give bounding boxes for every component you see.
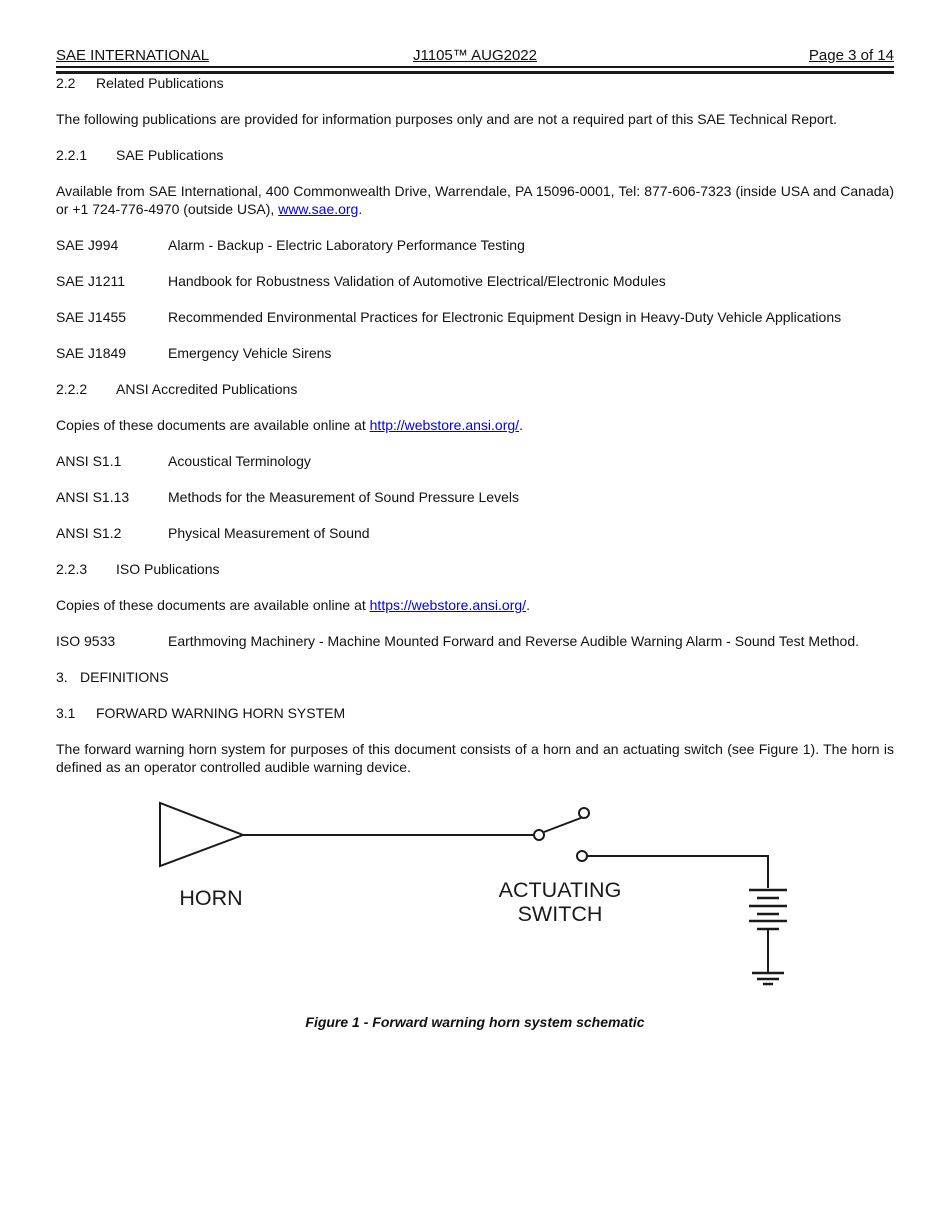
section-number: 2.2.3 bbox=[56, 561, 88, 577]
reference-entry-sae-j1211 bbox=[56, 272, 894, 290]
page-header bbox=[56, 46, 894, 74]
iso-webstore-link[interactable]: https://webstore.ansi.org/ bbox=[369, 597, 527, 613]
reference-entry-ansi-s1-2 bbox=[56, 524, 894, 542]
header-document-number: J1105™ AUG2022 bbox=[413, 47, 537, 64]
paragraph-iso-copies bbox=[56, 596, 894, 614]
section-title: SAE Publications bbox=[116, 147, 224, 163]
actuating-switch-label-line2: SWITCH bbox=[517, 902, 603, 926]
text-segment: . bbox=[519, 417, 523, 433]
switch-lower-contact bbox=[577, 851, 587, 861]
reference-entry-iso-9533 bbox=[56, 632, 894, 650]
reference-description: Alarm - Backup - Electric Laboratory Performance Testing bbox=[168, 237, 525, 253]
sae-org-link[interactable]: www.sae.org bbox=[278, 201, 359, 217]
paragraph-sae-address bbox=[56, 182, 894, 218]
reference-label: SAE J1455 bbox=[56, 309, 127, 325]
reference-label: ANSI S1.2 bbox=[56, 525, 122, 541]
reference-entry-ansi-s1-1 bbox=[56, 452, 894, 470]
reference-label: ISO 9533 bbox=[56, 633, 116, 649]
reference-label: ANSI S1.1 bbox=[56, 453, 122, 469]
horn-system-schematic bbox=[56, 794, 894, 989]
reference-description: Handbook for Robustness Validation of Automotive Electrical/Electronic Modules bbox=[168, 273, 666, 289]
section-title: Related Publications bbox=[96, 75, 224, 91]
reference-description: Physical Measurement of Sound bbox=[168, 525, 370, 541]
section-number: 2.2.2 bbox=[56, 381, 88, 397]
header-page-number: Page 3 of 14 bbox=[808, 47, 894, 64]
section-number: 3.1 bbox=[56, 705, 76, 721]
header-row bbox=[56, 46, 894, 68]
switch-lever bbox=[544, 816, 586, 832]
section-heading-forward-warning-horn-system bbox=[56, 704, 894, 722]
reference-entry-sae-j994 bbox=[56, 236, 894, 254]
ansi-webstore-link[interactable]: http://webstore.ansi.org/ bbox=[369, 417, 520, 433]
horn-label: HORN bbox=[179, 886, 243, 910]
text-segment: Available from SAE International, 400 Commonwealth Drive, Warrendale, PA 15096-0001, Tel: 877-606-7323 (inside USA and Canada) or +1 724-776-4970 (outside USA), bbox=[56, 183, 894, 217]
reference-entry-sae-j1849 bbox=[56, 344, 894, 362]
reference-description: Acoustical Terminology bbox=[168, 453, 311, 469]
section-title: ISO Publications bbox=[116, 561, 220, 577]
section-number: 2.2 bbox=[56, 75, 76, 91]
switch-common-contact bbox=[534, 830, 544, 840]
section-heading-related-publications bbox=[56, 74, 894, 92]
ground-symbol bbox=[752, 973, 784, 984]
figure-caption: Figure 1 - Forward warning horn system schematic bbox=[305, 1014, 645, 1030]
horn-symbol bbox=[160, 803, 243, 866]
reference-label: SAE J994 bbox=[56, 237, 119, 253]
actuating-switch-label-line1: ACTUATING bbox=[498, 878, 622, 902]
reference-description: Methods for the Measurement of Sound Pressure Levels bbox=[168, 489, 519, 505]
text-segment: Copies of these documents are available online at bbox=[56, 597, 370, 613]
section-number: 2.2.1 bbox=[56, 147, 88, 163]
paragraph-intro: The following publications are provided for information purposes only and are not a required part of this SAE Technical Report. bbox=[56, 111, 838, 127]
text-segment: . bbox=[358, 201, 363, 217]
switch-upper-contact bbox=[579, 808, 589, 818]
figure-1-schematic bbox=[56, 794, 894, 989]
header-left-title: SAE INTERNATIONAL bbox=[56, 47, 210, 64]
section-heading-definitions bbox=[56, 668, 894, 686]
section-title: ANSI Accredited Publications bbox=[116, 381, 298, 397]
section-title: FORWARD WARNING HORN SYSTEM bbox=[96, 705, 346, 721]
reference-entry-ansi-s1-13 bbox=[56, 488, 894, 506]
reference-description: Emergency Vehicle Sirens bbox=[168, 345, 332, 361]
section-number: 3. bbox=[56, 669, 68, 685]
reference-description: Recommended Environmental Practices for Electronic Equipment Design in Heavy-Duty Vehicle Applications bbox=[168, 309, 842, 325]
text-segment: . bbox=[526, 597, 530, 613]
reference-entry-sae-j1455 bbox=[56, 308, 894, 326]
reference-label: SAE J1211 bbox=[56, 273, 126, 289]
section-heading-ansi-publications bbox=[56, 380, 894, 398]
section-title: DEFINITIONS bbox=[80, 669, 169, 685]
battery-symbol bbox=[749, 890, 787, 929]
reference-label: ANSI S1.13 bbox=[56, 489, 130, 505]
section-heading-sae-publications bbox=[56, 146, 894, 164]
reference-label: SAE J1849 bbox=[56, 345, 127, 361]
section-heading-iso-publications bbox=[56, 560, 894, 578]
text-segment: Copies of these documents are available online at bbox=[56, 417, 370, 433]
paragraph-forward-horn-body: The forward warning horn system for purposes of this document consists of a horn and an actuating switch (see Figure 1). The horn is defined as an operator controlled audible warning device. bbox=[56, 741, 894, 775]
reference-description: Earthmoving Machinery - Machine Mounted Forward and Reverse Audible Warning Alarm - Sound Test Method. bbox=[168, 633, 860, 649]
paragraph-ansi-copies bbox=[56, 416, 894, 434]
